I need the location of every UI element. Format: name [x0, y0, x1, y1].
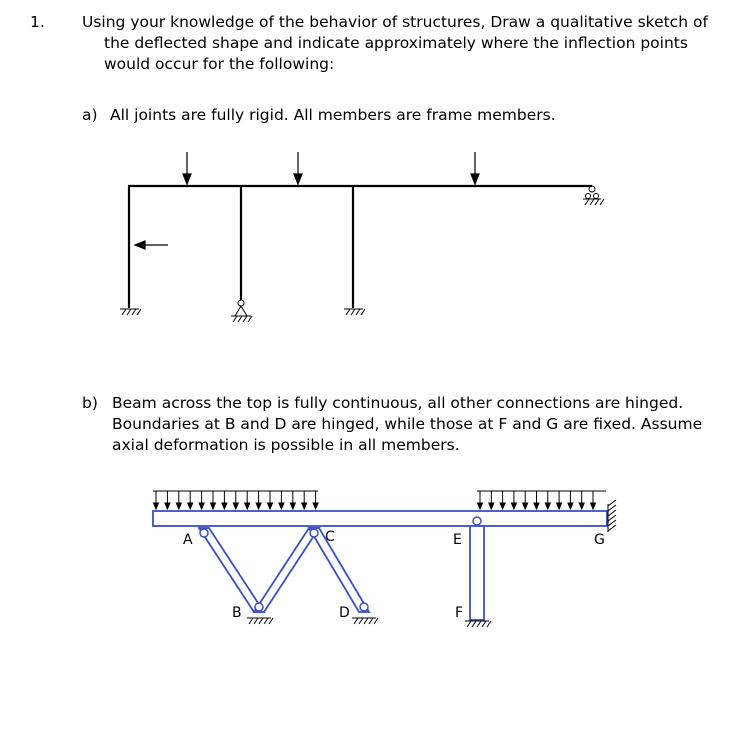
load-arrow-head [211, 503, 216, 509]
label-f: F [455, 605, 464, 621]
load-arrow-head [557, 503, 562, 509]
fixed-wall-g [608, 500, 616, 532]
load-arrow-head [222, 503, 227, 509]
ground-support-b [247, 618, 273, 624]
load-arrow-head [290, 503, 295, 509]
column-e-f [470, 526, 484, 620]
label-b: B [232, 605, 242, 621]
load-arrow-head [199, 503, 204, 509]
load-arrow-head [534, 503, 539, 509]
distributed-load-right [477, 491, 606, 509]
distributed-load-left [153, 491, 318, 509]
load-arrow-head [568, 503, 573, 509]
label-a: A [183, 532, 193, 548]
strut-a-b [199, 528, 264, 612]
question-line-1: Using your knowledge of the behavior of structures, Draw a qualitative sketch of [82, 13, 708, 31]
question-number: 1. [30, 13, 45, 31]
question-line-2: the deflected shape and indicate approximately where the inflection points [104, 34, 688, 52]
label-g: G [594, 532, 605, 548]
load-arrow-head [233, 503, 238, 509]
load-arrow-head [245, 503, 250, 509]
label-d: D [339, 605, 350, 621]
load-arrow-head [489, 503, 494, 509]
ground-support-d [352, 618, 378, 624]
load-arrow-head [302, 503, 307, 509]
diagonal-struts [199, 528, 369, 612]
load-arrow-head [579, 503, 584, 509]
load-arrow-head [154, 503, 159, 509]
ground-support-f [465, 621, 491, 627]
load-arrow-head [313, 503, 318, 509]
part-a-text: All joints are fully rigid. All members are frame members. [110, 106, 556, 124]
load-arrow-head [268, 503, 273, 509]
strut-c-d [309, 528, 369, 612]
part-a-label: a) [82, 106, 98, 124]
load-arrow-head [545, 503, 550, 509]
part-b-line-1: Beam across the top is fully continuous, all other connections are hinged. [112, 394, 684, 412]
load-arrow-head [500, 503, 505, 509]
strut-b-c [254, 528, 319, 612]
load-arrow-head [478, 503, 483, 509]
load-arrow-head [188, 503, 193, 509]
label-e: E [453, 532, 462, 548]
load-arrow-head [165, 503, 170, 509]
part-b-line-2: Boundaries at B and D are hinged, while those at F and G are fixed. Assume [112, 415, 703, 433]
load-arrow-head [591, 503, 596, 509]
load-arrow-head [511, 503, 516, 509]
continuous-beam [153, 511, 607, 526]
part-b-line-3: axial deformation is possible in all members. [112, 436, 460, 454]
load-arrow-head [523, 503, 528, 509]
load-arrow-head [256, 503, 261, 509]
label-c: C [325, 529, 335, 545]
part-b-label: b) [82, 394, 98, 412]
question-line-3: would occur for the following: [104, 55, 335, 73]
load-arrow-head [176, 503, 181, 509]
load-arrow-head [279, 503, 284, 509]
